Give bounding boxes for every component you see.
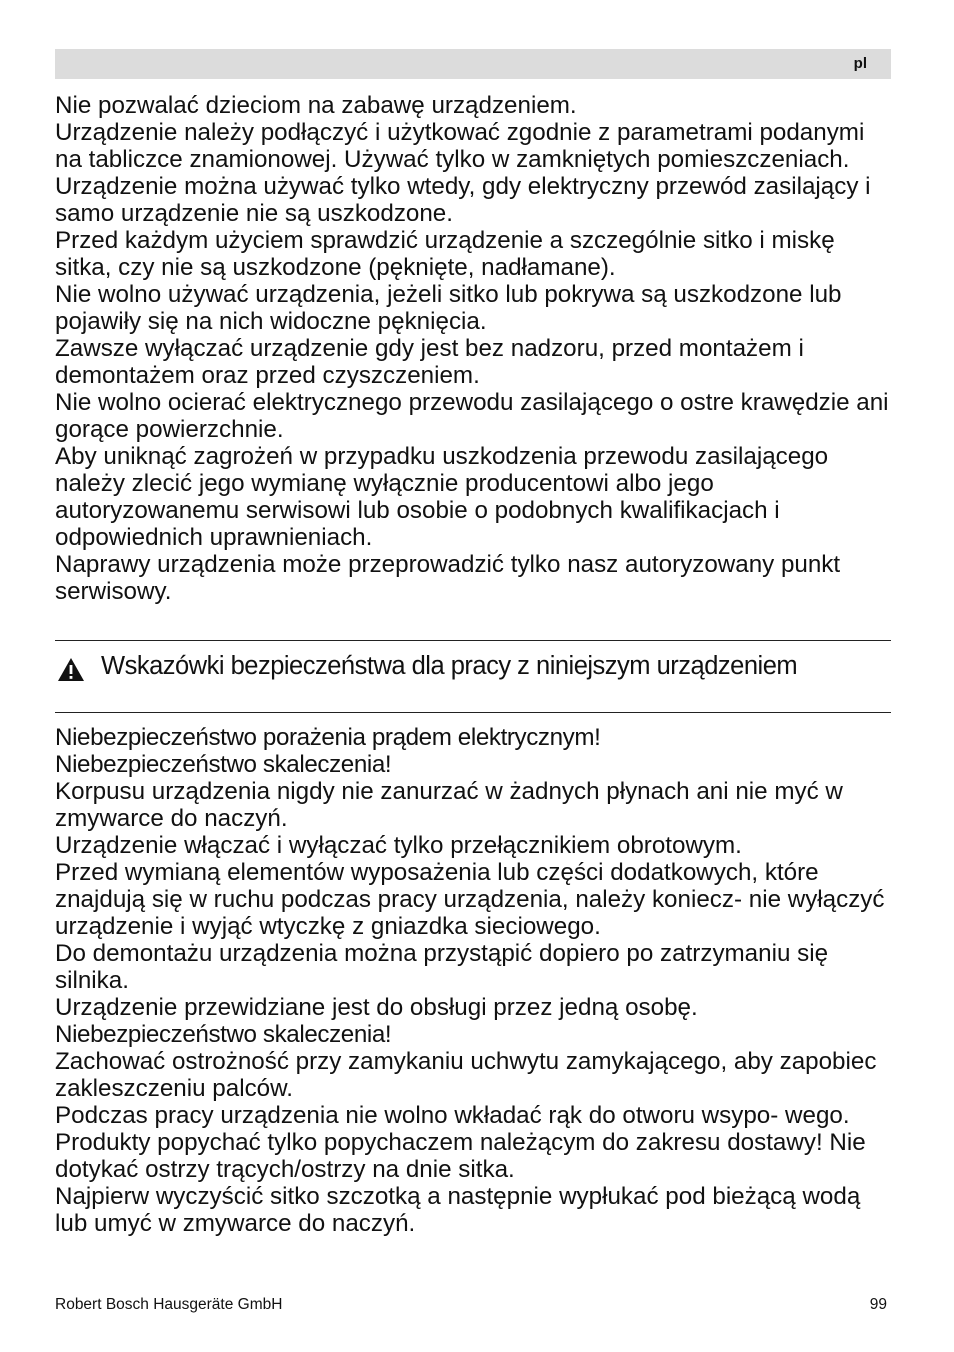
- language-code: pl: [853, 55, 867, 72]
- intro-paragraph: Nie wolno używać urządzenia, jeżeli sitko lub pokrywa są uszkodzone lub pojawiły się na nich widoczne pęknięcia.: [55, 281, 842, 335]
- safety-paragraph: Najpierw wyczyścić sitko szczotką a następnie wypłukać pod bieżącą wodą lub umyć w zmywarce do naczyń.: [55, 1183, 861, 1237]
- intro-paragraph: Aby uniknąć zagrożeń w przypadku uszkodzenia przewodu zasilającego należy zlecić jego wymianę wyłącznie producentowi albo jego autoryzowanemu serwisowi lub osobie o podobnych kwalifikacjach i odpowiednich uprawnieniach.: [55, 443, 829, 551]
- intro-instructions: [55, 92, 895, 605]
- intro-paragraph: Urządzenie należy podłączyć i użytkować zgodnie z parametrami podanymi na tabliczce znamionowej. Używać tylko w zamkniętych pomieszczeniach.: [55, 119, 865, 173]
- warning-cut: Niebezpieczeństwo skaleczenia!: [55, 751, 392, 778]
- safety-paragraph: Podczas pracy urządzenia nie wolno wkładać rąk do otworu wsypo- wego. Produkty popychać tylko popychaczem należącym do zakresu dostawy! Nie dotykać ostrzy trących/ostrzy na dnie sitka.: [55, 1102, 866, 1183]
- warning-electric-shock: Niebezpieczeństwo porażenia prądem elektrycznym!: [55, 724, 601, 751]
- page-number: 99: [869, 1296, 887, 1313]
- company-name: Robert Bosch Hausgeräte GmbH: [55, 1296, 283, 1313]
- safety-paragraph: Zachować ostrożność przy zamykaniu uchwytu zamykającego, aby zapobiec zakleszczeniu palców.: [55, 1048, 877, 1102]
- safety-paragraph: Do demontażu urządzenia można przystąpić dopiero po zatrzymaniu się silnika.: [55, 940, 829, 994]
- section-heading: [55, 652, 891, 681]
- language-bar: [55, 49, 891, 79]
- warning-cut: Niebezpieczeństwo skaleczenia!: [55, 1021, 392, 1048]
- warning-triangle-icon: [57, 657, 85, 682]
- intro-paragraph: Nie pozwalać dzieciom na zabawę urządzeniem.: [55, 92, 577, 119]
- intro-paragraph: Zawsze wyłączać urządzenie gdy jest bez nadzoru, przed montażem i demontażem oraz przed czyszczeniem.: [55, 335, 804, 389]
- safety-instructions: [55, 724, 895, 1237]
- intro-paragraph: Naprawy urządzenia może przeprowadzić tylko nasz autoryzowany punkt serwisowy.: [55, 551, 841, 605]
- section-divider-top: [55, 640, 891, 641]
- safety-paragraph: Urządzenie włączać i wyłączać tylko przełącznikiem obrotowym.: [55, 832, 742, 859]
- section-title: Wskazówki bezpieczeństwa dla pracy z niniejszym urządzeniem: [101, 652, 798, 680]
- safety-paragraph: Urządzenie przewidziane jest do obsługi przez jedną osobę.: [55, 994, 698, 1021]
- intro-paragraph: Przed każdym użyciem sprawdzić urządzenie a szczególnie sitko i miskę sitka, czy nie są uszkodzone (pęknięte, nadłamane).: [55, 227, 835, 281]
- safety-paragraph: Korpusu urządzenia nigdy nie zanurzać w żadnych płynach ani nie myć w zmywarce do naczyń.: [55, 778, 843, 832]
- section-divider-bottom: [55, 712, 891, 713]
- intro-paragraph: Urządzenie można używać tylko wtedy, gdy elektryczny przewód zasilający i samo urządzenie nie są uszkodzone.: [55, 173, 871, 227]
- intro-paragraph: Nie wolno ocierać elektrycznego przewodu zasilającego o ostre krawędzie ani gorące powierzchnie.: [55, 389, 889, 443]
- safety-paragraph: Przed wymianą elementów wyposażenia lub części dodatkowych, które znajdują się w ruchu podczas pracy urządzenia, należy koniecz- nie wyłączyć urządzenie i wyjąć wtyczkę z gniazdka sieciowego.: [55, 859, 885, 940]
